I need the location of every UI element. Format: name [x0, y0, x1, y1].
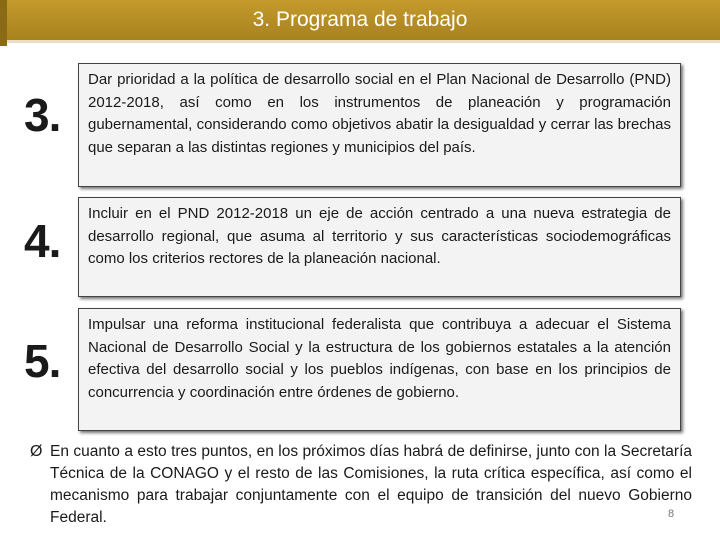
- footer-text: En cuanto a esto tres puntos, en los próximos días habrá de definirse, junto con la Secretaría Técnica de la CONAGO y el resto de las Comisiones, la ruta crítica específica, así como el mecanismo para trabajar conjuntamente con el equipo de transición del nuevo Gobierno Federal.: [50, 443, 692, 526]
- arrow-bullet-icon: Ø: [30, 443, 43, 460]
- footer-note: [30, 441, 692, 529]
- item-number-5: 5.: [24, 335, 61, 387]
- slide-header: [0, 0, 720, 46]
- item-number-4: 4.: [24, 215, 61, 267]
- item-box-4: Incluir en el PND 2012-2018 un eje de acción centrado a una nueva estrategia de desarrollo regional, que asuma al territorio y sus características sociodemográficas como los criterios rectores de la planeación nacional.: [78, 197, 681, 297]
- page-number: 8: [668, 508, 675, 520]
- item-number-3: 3.: [24, 89, 61, 141]
- item-box-5: Impulsar una reforma institucional federalista que contribuya a adecuar el Sistema Nacional de Desarrollo Social y la estructura de los gobiernos estatales a la atención efectiva del desarrollo social y los pueblos indígenas, con base en los principios de concurrencia y coordinación entre órdenes de gobierno.: [78, 308, 681, 431]
- item-box-3: Dar prioridad a la política de desarrollo social en el Plan Nacional de Desarrollo (PND) 2012-2018, así como en los instrumentos de planeación y programación gubernamental, considerando como objetivos abatir la desigualdad y cerrar las brechas que separan a las distintas regiones y municipios del país.: [78, 63, 681, 187]
- slide-title: 3. Programa de trabajo: [252, 8, 468, 31]
